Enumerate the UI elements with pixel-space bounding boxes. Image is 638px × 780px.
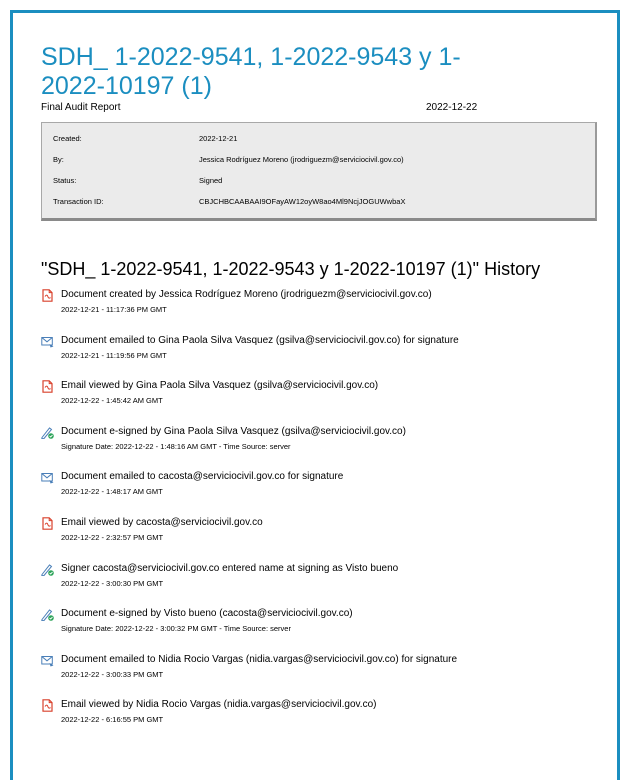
summary-box (41, 122, 597, 221)
event-text: Email viewed by Nidia Rocio Vargas (nidia.vargas@serviciocivil.gov.co) (61, 699, 377, 711)
signature-icon (41, 563, 54, 576)
event-text: Email viewed by Gina Paola Silva Vasquez (gsilva@serviciocivil.gov.co) (61, 380, 379, 392)
email-icon (41, 654, 54, 667)
signature-icon (41, 608, 54, 621)
event-text: Email viewed by cacosta@serviciocivil.gov.co (61, 517, 263, 528)
event-timestamp: 2022-12-22 - 3:00:30 PM GMT (61, 578, 164, 588)
document-icon (41, 699, 54, 712)
report-subtitle: Final Audit Report (41, 102, 121, 113)
signature-icon (41, 426, 54, 439)
document-icon (41, 289, 54, 302)
summary-row-by (53, 155, 404, 164)
event-text: Signer cacosta@serviciocivil.gov.co entered name at signing as Visto bueno (61, 562, 399, 574)
event-text: Document e-signed by Visto bueno (cacosta@serviciocivil.gov.co) (61, 608, 353, 620)
history-title: "SDH_ 1-2022-9541, 1-2022-9543 y 1-2022-10197 (1)" History (41, 259, 541, 279)
summary-value: CBJCHBCAABAAI9OFayAW12oyW8ao4Ml9NcjJOGUWwbaX (199, 197, 406, 206)
report-date: 2022-12-22 (426, 102, 478, 113)
event-timestamp: Signature Date: 2022-12-22 - 1:48:16 AM GMT - Time Source: server (61, 441, 291, 451)
summary-value: Signed (199, 176, 223, 185)
summary-row-status (53, 176, 223, 185)
event-text: Document created by Jessica Rodríguez Moreno (jrodriguezm@serviciocivil.gov.co) (61, 289, 432, 300)
summary-row-transaction-id (53, 197, 406, 206)
event-text: Document emailed to cacosta@serviciocivil.gov.co for signature (61, 471, 344, 483)
event-timestamp: 2022-12-22 - 2:32:57 PM GMT (61, 533, 164, 542)
event-timestamp: 2022-12-21 - 11:17:36 PM GMT (61, 305, 167, 314)
event-timestamp: 2022-12-22 - 3:00:33 PM GMT (61, 669, 164, 679)
summary-value: 2022-12-21 (199, 134, 238, 143)
summary-label: By: (53, 155, 64, 164)
event-text: Document emailed to Nidia Rocio Vargas (nidia.vargas@serviciocivil.gov.co) for signature (61, 653, 458, 665)
event-timestamp: 2022-12-21 - 11:19:56 PM GMT (61, 350, 167, 360)
summary-label: Created: (53, 134, 82, 143)
summary-value: Jessica Rodríguez Moreno (jrodriguezm@serviciocivil.gov.co) (199, 155, 404, 164)
document-icon (41, 517, 54, 530)
email-icon (41, 335, 54, 348)
event-timestamp: 2022-12-22 - 1:45:42 AM GMT (61, 396, 163, 406)
event-text: Document emailed to Gina Paola Silva Vasquez (gsilva@serviciocivil.gov.co) for signature (61, 334, 459, 346)
document-icon (41, 380, 54, 393)
event-timestamp: Signature Date: 2022-12-22 - 3:00:32 PM GMT - Time Source: server (61, 624, 291, 634)
event-text: Document e-signed by Gina Paola Silva Vasquez (gsilva@serviciocivil.gov.co) (61, 425, 406, 437)
event-timestamp: 2022-12-22 - 1:48:17 AM GMT (61, 487, 163, 497)
audit-report-page (10, 10, 620, 780)
summary-label: Status: (53, 176, 77, 185)
event-timestamp: 2022-12-22 - 6:16:55 PM GMT (61, 715, 164, 725)
summary-row-created (53, 134, 238, 143)
summary-label: Transaction ID: (53, 197, 104, 206)
document-title: SDH_ 1-2022-9541, 1-2022-9543 y 1-2022-10197 (1) (41, 43, 461, 100)
email-icon (41, 471, 54, 484)
